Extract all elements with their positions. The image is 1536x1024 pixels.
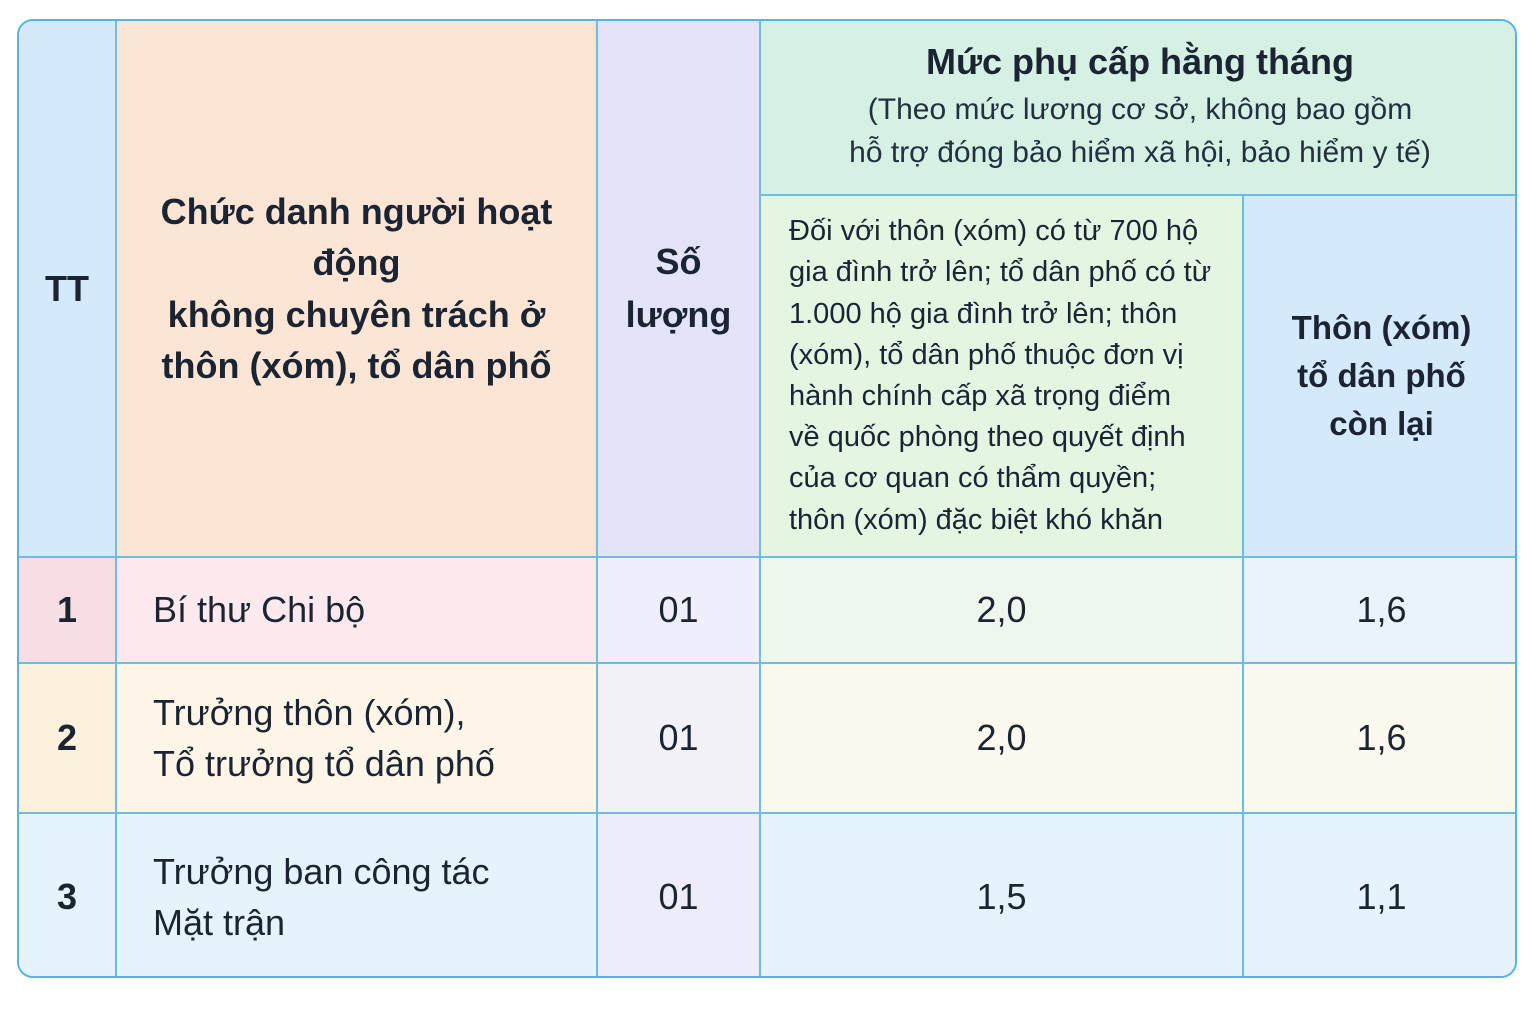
table-row [19, 813, 1517, 978]
row-number: 3 [19, 813, 116, 978]
header-allowance-note: hỗ trợ đóng bảo hiểm xã hội, bảo hiểm y tế) [849, 135, 1431, 169]
header-remaining-line: Thôn (xóm) [1291, 309, 1472, 347]
row-position-line: Tổ trưởng tổ dân phố [153, 743, 495, 784]
row-number: 2 [19, 663, 116, 813]
row-position [116, 557, 597, 663]
header-remaining-line: còn lại [1329, 404, 1434, 442]
header-special-line: hành chính cấp xã trọng điểm [789, 380, 1172, 412]
row-position [116, 813, 597, 978]
row-number: 1 [19, 557, 116, 663]
header-title [116, 21, 597, 557]
header-special-line: của cơ quan có thẩm quyền; [789, 462, 1157, 495]
row-remaining-value: 1,6 [1243, 663, 1517, 813]
header-quantity [597, 21, 760, 557]
header-special-line: gia đình trở lên; tổ dân phố có từ [789, 256, 1212, 289]
row-quantity: 01 [597, 813, 760, 978]
header-special-line: 1.000 hộ gia đình trở lên; thôn [789, 297, 1178, 330]
header-special-line: về quốc phòng theo quyết định [789, 421, 1186, 454]
row-special-value: 2,0 [760, 663, 1243, 813]
header-row-top [19, 21, 1517, 195]
row-special-value: 2,0 [760, 557, 1243, 663]
row-position [116, 663, 597, 813]
header-title-line: không chuyên trách ở [167, 293, 546, 335]
table-row [19, 557, 1517, 663]
row-quantity: 01 [597, 663, 760, 813]
header-remaining-area [1243, 195, 1517, 557]
table-row [19, 663, 1517, 813]
header-special-line: (xóm), tổ dân phố thuộc đơn vị [789, 338, 1184, 371]
row-position-line: Trưởng thôn (xóm), [153, 691, 466, 733]
header-allowance [760, 21, 1517, 195]
row-quantity: 01 [597, 557, 760, 663]
header-tt-label: TT [45, 267, 89, 309]
header-quantity-line: Số [655, 241, 702, 283]
row-position-line: Trưởng ban công tác [153, 850, 490, 892]
header-special-area [760, 195, 1243, 557]
allowance-table-frame [17, 19, 1517, 978]
header-tt [19, 21, 116, 557]
header-allowance-title: Mức phụ cấp hằng tháng [925, 40, 1355, 82]
header-special-line: thôn (xóm) đặc biệt khó khăn [789, 503, 1163, 536]
header-special-line: Đối với thôn (xóm) có từ 700 hộ [789, 215, 1199, 248]
row-position-line: Mặt trận [153, 902, 286, 943]
header-title-line: thôn (xóm), tổ dân phố [161, 344, 552, 386]
header-title-line: Chức danh người hoạt động [160, 191, 553, 284]
row-special-value: 1,5 [760, 813, 1243, 978]
header-remaining-line: tổ dân phố [1297, 357, 1466, 395]
row-position-line: Bí thư Chi bộ [153, 589, 366, 631]
header-quantity-line: lượng [625, 293, 732, 335]
row-remaining-value: 1,1 [1243, 813, 1517, 978]
row-remaining-value: 1,6 [1243, 557, 1517, 663]
header-allowance-note: (Theo mức lương cơ sở, không bao gồm [867, 92, 1413, 126]
allowance-table [19, 21, 1517, 978]
